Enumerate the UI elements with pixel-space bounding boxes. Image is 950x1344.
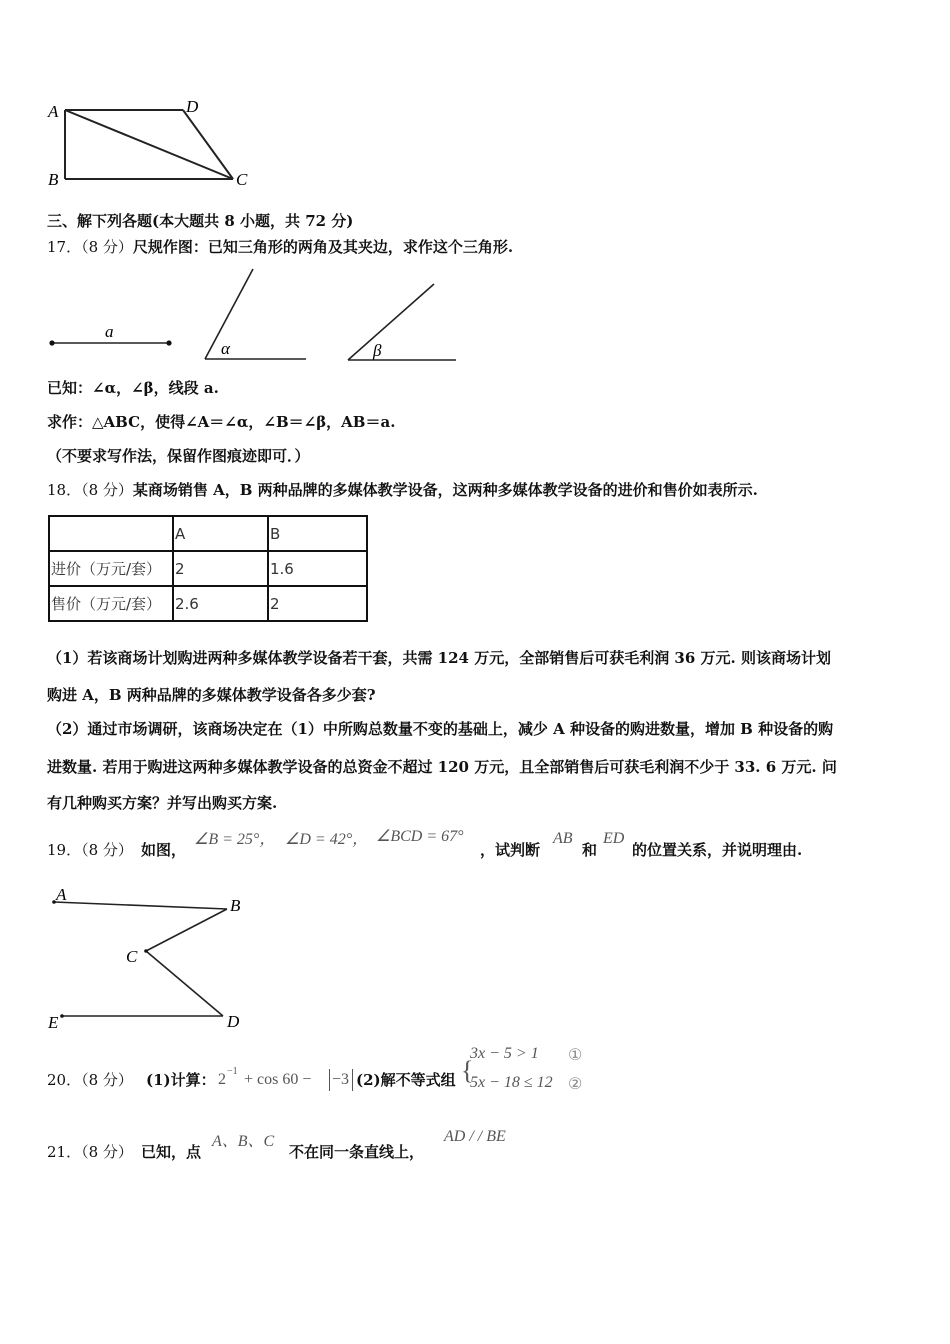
line-ab [54, 902, 227, 909]
label-b: B [48, 170, 59, 189]
table-row [49, 586, 367, 621]
table-cell: 2 [268, 586, 367, 621]
q20-number: 20．（8 分） [47, 1071, 133, 1089]
q18-part2-line3: 有几种购买方案？并写出购买方案. [47, 794, 278, 812]
q20-ineq1: 3x − 5 > 1 [470, 1045, 539, 1062]
q19-number: 19．（8 分） [47, 841, 133, 859]
label-c: C [236, 170, 248, 189]
q18-number: 18．（8 分） [47, 481, 133, 499]
q21-text-a: 已知，点 [141, 1143, 202, 1161]
system-brace: { [461, 1056, 474, 1085]
line-bc [146, 909, 227, 951]
table-header-row [49, 516, 367, 551]
label-b: B [230, 896, 241, 915]
q17-note: （不要求写作法，保留作图痕迹即可．） [47, 447, 310, 465]
q19-cond-bcd: ∠BCD = 67° [376, 828, 464, 845]
q20-expr-exp: −1 [227, 1066, 238, 1077]
q18-line [47, 480, 758, 500]
table-cell: A [173, 516, 268, 551]
q18-text: 某商场销售 A，B 两种品牌的多媒体教学设备，这两种多媒体教学设备的进价和售价如表所示. [132, 481, 758, 499]
q19-ed: ED [603, 830, 625, 847]
q21-parallel: AD / / BE [444, 1128, 506, 1145]
q20-part2-label: (2)解不等式组 [356, 1071, 456, 1089]
q18-part2-line1: （2）通过市场调研，该商场决定在（1）中所购总数量不变的基础上，减少 A 种设备的购进数量，增加 B 种设备的购 [47, 720, 834, 738]
q20-part1-label: (1)计算： [146, 1071, 216, 1089]
point-e [60, 1014, 64, 1018]
q20-expr-rest: + cos 60 − [244, 1071, 312, 1088]
table-cell: 售价（万元/套） [49, 586, 173, 621]
label-c: C [126, 947, 138, 966]
segment-a-endpoint-right [166, 340, 171, 345]
q19-figure [40, 882, 260, 1037]
label-a: A [48, 102, 59, 121]
abs-bar-left [329, 1069, 330, 1091]
price-table [48, 515, 368, 622]
q20-ineq1-mark: ① [568, 1047, 583, 1064]
q18-part1-line1: （1）若该商场计划购进两种多媒体教学设备若干套，共需 124 万元，全部销售后可获毛利润 36 万元. 则该商场计划 [47, 649, 831, 667]
q19-text-c: 的位置关系，并说明理由. [632, 841, 803, 859]
label-e: E [48, 1013, 59, 1032]
q20-ineq2: 5x − 18 ≤ 12 [470, 1074, 553, 1091]
q20-expr-abs: −3 [332, 1071, 350, 1088]
q20-ineq2-mark: ② [568, 1076, 583, 1093]
q19-he: 和 [582, 841, 598, 859]
label-a: A [56, 885, 67, 904]
table-cell [49, 516, 173, 551]
q18-part2-line2: 进数量. 若用于购进这两种多媒体教学设备的总资金不超过 120 万元，且全部销售后可获毛利润不少于 33. 6 万元. 问 [47, 758, 837, 776]
angle-alpha-label: α [221, 339, 230, 358]
q17-number: 17．（8 分） [47, 238, 133, 256]
table-cell: 2 [173, 551, 268, 586]
table-cell: 进价（万元/套） [49, 551, 173, 586]
table-cell: 1.6 [268, 551, 367, 586]
q19-ab: AB [553, 830, 573, 847]
q19-cond-d: ∠D = 42°， [285, 831, 369, 848]
quadrilateral-figure [40, 95, 270, 195]
q17-text: 尺规作图：已知三角形的两角及其夹边，求作这个三角形. [132, 238, 514, 256]
table-cell: B [268, 516, 367, 551]
q18-part1-line2: 购进 A，B 两种品牌的多媒体教学设备各多少套? [47, 686, 376, 704]
q17-given: 已知：∠α，∠β，线段 a. [47, 379, 219, 397]
line-cd [146, 951, 223, 1016]
table-cell: 2.6 [173, 586, 268, 621]
angle-beta-ray2 [348, 284, 434, 360]
q19-text-b: ，试判断 [480, 841, 541, 859]
q21-points: A、B、C [212, 1133, 275, 1150]
q17-construct: 求作：△ABC，使得∠A＝∠α，∠B＝∠β，AB＝a. [47, 413, 396, 431]
section-heading: 三、解下列各题(本大题共 8 小题，共 72 分) [47, 212, 354, 230]
angle-beta-label: β [373, 341, 382, 360]
q20-expr-base: 2 [218, 1071, 226, 1088]
label-d: D [186, 97, 199, 116]
q17-line [47, 237, 513, 257]
segment-a-label: a [105, 322, 114, 341]
q19-text-a: 如图， [141, 841, 187, 859]
table-row [49, 551, 367, 586]
point-c [144, 949, 148, 953]
abs-bar-right [352, 1069, 353, 1091]
q19-cond-b: ∠B = 25°， [194, 831, 276, 848]
label-d: D [227, 1012, 240, 1031]
segment-a-endpoint-left [49, 340, 54, 345]
q17-given-figures [40, 262, 470, 372]
q21-number: 21．（8 分） [47, 1143, 133, 1161]
q21-text-b: 不在同一条直线上， [289, 1143, 425, 1161]
